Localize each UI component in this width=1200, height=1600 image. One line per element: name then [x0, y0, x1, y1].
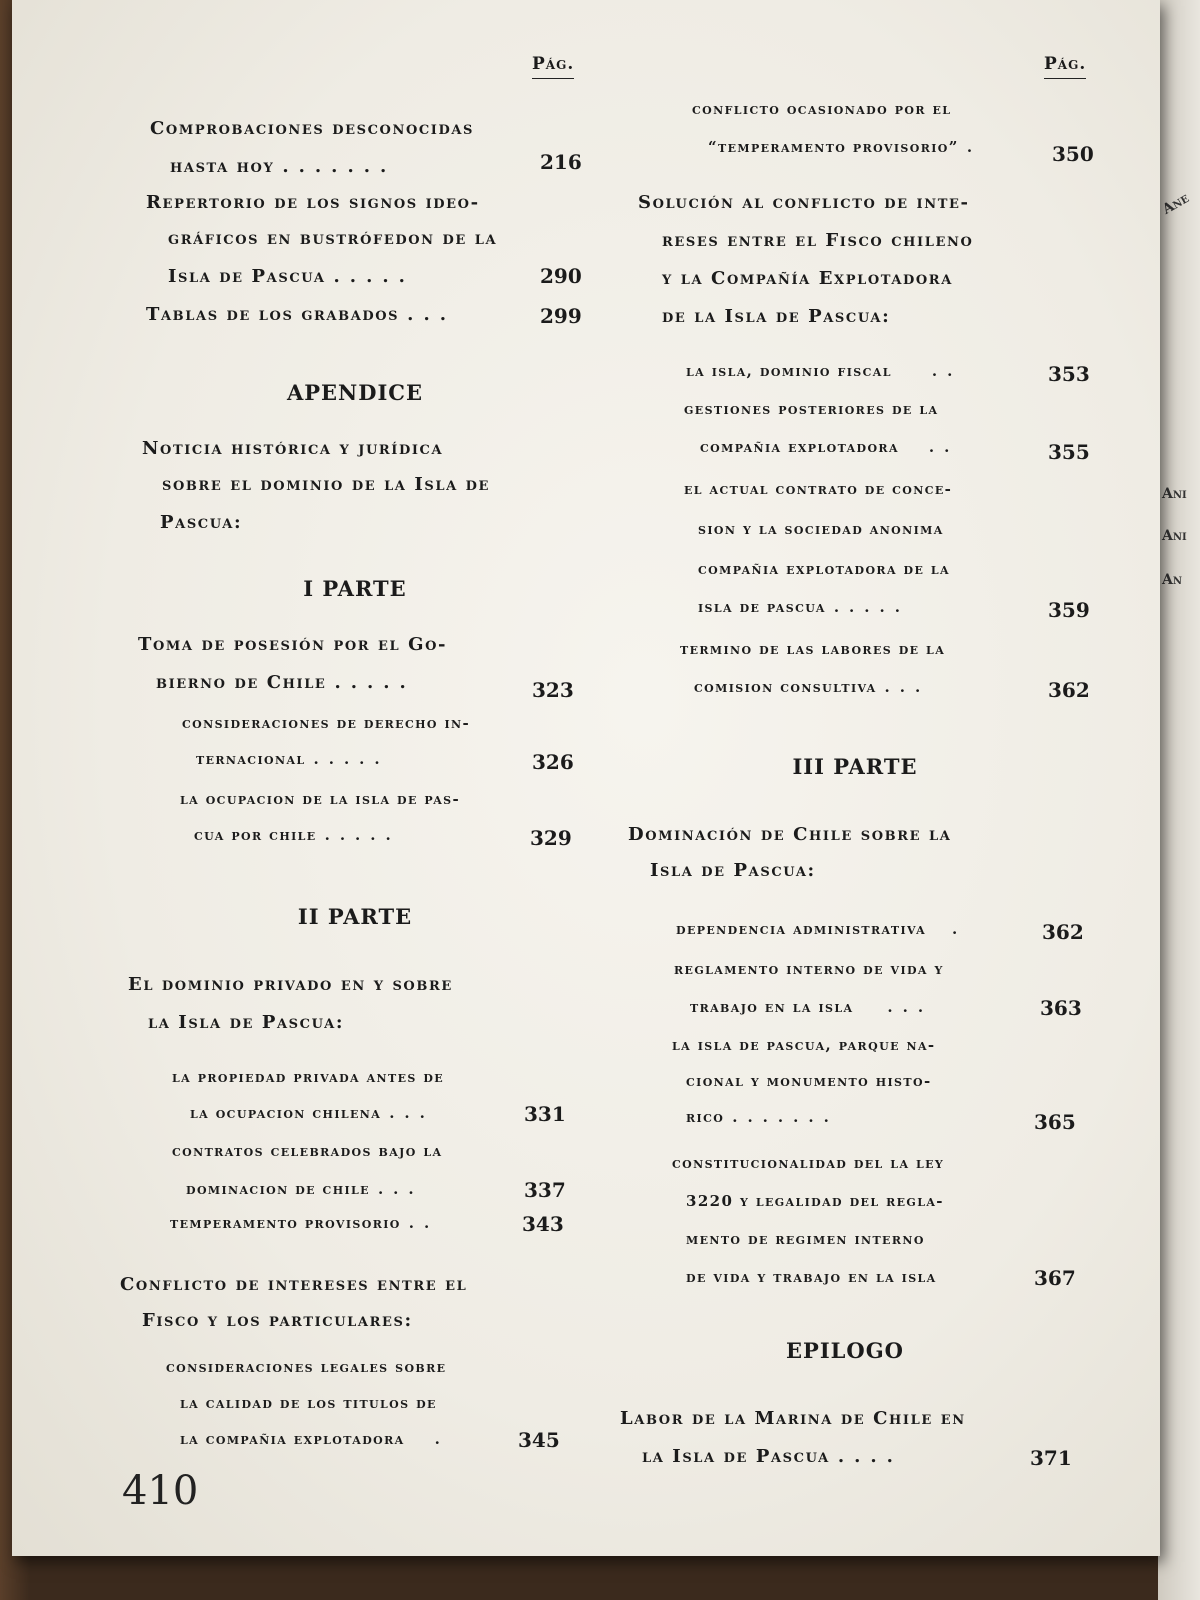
leader-dots: ..... — [333, 266, 415, 287]
entry-text: la isla, dominio fiscal — [686, 362, 892, 380]
section-heading-apendice: APENDICE — [286, 380, 424, 405]
leader-dots: .. — [928, 438, 960, 456]
entry-title: la ocupacion de la isla de pas- — [180, 790, 461, 808]
page-ref: 299 — [540, 304, 582, 328]
entry-title: la propiedad privada antes de — [172, 1068, 445, 1086]
page-ref: 363 — [1040, 996, 1082, 1020]
leader-dots: .... — [837, 1446, 903, 1467]
entry-text: trabajo en la isla — [690, 998, 854, 1016]
page-ref: 362 — [1048, 678, 1090, 702]
entry-title: Fisco y los particulares: — [142, 1310, 413, 1331]
next-page-fragment: An — [1162, 572, 1183, 588]
section-heading-parte-1: I PARTE — [303, 576, 407, 601]
entry-title: constitucionalidad del la ley — [672, 1154, 945, 1172]
next-page-fragment: Ane — [1159, 190, 1192, 218]
entry-title: Solución al conflicto de inte- — [638, 192, 970, 213]
entry-title: 3220 y legalidad del regla- — [686, 1192, 944, 1210]
entry-title: Isla de Pascua: — [650, 860, 816, 881]
leader-dots: ....... — [732, 1108, 839, 1126]
entry-title: contratos celebrados bajo la — [172, 1142, 443, 1160]
entry-title: consideraciones legales sobre — [166, 1358, 447, 1376]
entry-title — [180, 1432, 450, 1447]
entry-title: y la Compañía Explotadora — [662, 268, 953, 289]
entry-text: Tablas de los grabados — [146, 304, 400, 325]
entry-title: reses entre el Fisco chileno — [662, 230, 974, 251]
leader-dots: ... — [887, 998, 934, 1016]
leader-dots: ..... — [324, 826, 401, 844]
entry-title: Labor de la Marina de Chile en — [620, 1408, 966, 1429]
entry-text: rico — [686, 1108, 725, 1126]
entry-text: la Isla de Pascua — [642, 1446, 830, 1467]
entry-text: ternacional — [196, 750, 306, 768]
entry-title: termino de las labores de la — [680, 640, 946, 658]
entry-title: gestiones posteriores de la — [684, 400, 939, 418]
page-ref: 345 — [518, 1428, 560, 1452]
leader-dots: . — [434, 1430, 450, 1448]
entry-title — [698, 600, 910, 615]
book-page — [12, 0, 1160, 1556]
entry-text: la ocupacion chilena — [190, 1104, 382, 1122]
pag-column-label: Pág. — [1044, 54, 1086, 79]
page-ref: 365 — [1034, 1110, 1076, 1134]
leader-dots: ..... — [334, 672, 416, 693]
page-ref: 290 — [540, 264, 582, 288]
entry-title — [190, 1106, 435, 1121]
leader-dots: .. — [931, 362, 963, 380]
entry-title — [686, 364, 962, 379]
entry-text: isla de pascua — [698, 598, 826, 616]
entry-title: Dominación de Chile sobre la — [628, 824, 952, 845]
leader-dots: ..... — [313, 750, 390, 768]
entry-title — [168, 268, 415, 286]
page-ref: 337 — [524, 1178, 566, 1202]
entry-title: Pascua: — [160, 512, 243, 533]
entry-title: sobre el dominio de la Isla de — [162, 474, 491, 495]
next-page-fragment: Ani — [1162, 528, 1187, 544]
entry-title — [170, 1216, 439, 1231]
section-heading-parte-2: II PARTE — [297, 904, 413, 929]
entry-text: dependencia administrativa — [676, 920, 927, 938]
entry-title: gráficos en bustrófedon de la — [168, 228, 498, 249]
page-ref: 353 — [1048, 362, 1090, 386]
page-ref: 367 — [1034, 1266, 1076, 1290]
entry-title: Noticia histórica y jurídica — [142, 438, 444, 459]
entry-text: “temperamento provisorio” — [708, 138, 959, 156]
entry-title: Conflicto de intereses entre el — [120, 1274, 468, 1295]
entry-title — [196, 752, 390, 767]
entry-title — [156, 674, 416, 692]
entry-text: hasta hoy — [170, 156, 275, 177]
pag-column-label: Pág. — [532, 54, 574, 79]
leader-dots: . — [952, 920, 968, 938]
entry-title — [642, 1448, 903, 1466]
leader-dots: . — [966, 138, 983, 156]
entry-title: cional y monumento histo- — [686, 1072, 932, 1090]
leader-dots: ... — [884, 678, 931, 696]
entry-title: Toma de posesión por el Go- — [138, 634, 448, 655]
leader-dots: ... — [377, 1180, 424, 1198]
page-number: 410 — [122, 1468, 199, 1514]
entry-title: consideraciones de derecho in- — [182, 714, 471, 732]
entry-title: reglamento interno de vida y — [674, 960, 944, 978]
leader-dots: ... — [407, 304, 456, 325]
page-ref: 343 — [522, 1212, 564, 1236]
entry-title: la calidad de los titulos de — [180, 1394, 437, 1412]
entry-title: Repertorio de los signos ideo- — [146, 192, 480, 213]
page-ref: 323 — [532, 678, 574, 702]
leader-dots: ..... — [833, 598, 910, 616]
page-ref: 355 — [1048, 440, 1090, 464]
leader-dots: ... — [389, 1104, 435, 1122]
entry-title: sion y la sociedad anonima — [698, 520, 944, 538]
leader-dots: .. — [408, 1214, 440, 1232]
entry-title — [146, 306, 456, 324]
page-ref: 216 — [540, 150, 582, 174]
entry-title — [186, 1182, 424, 1197]
page-ref: 362 — [1042, 920, 1084, 944]
entry-text: cua por chile — [194, 826, 317, 844]
entry-title — [708, 140, 982, 155]
next-page-fragment: Ani — [1162, 486, 1187, 502]
next-page-edge — [1158, 0, 1200, 1600]
entry-title: conflicto ocasionado por el — [692, 100, 952, 118]
section-heading-parte-3: III PARTE — [792, 754, 918, 779]
entry-title: Comprobaciones desconocidas — [150, 118, 475, 139]
entry-title: compañia explotadora de la — [698, 560, 950, 578]
entry-title: mento de regimen interno — [686, 1230, 925, 1248]
page-ref: 371 — [1030, 1446, 1072, 1470]
entry-title: la Isla de Pascua: — [148, 1012, 345, 1033]
entry-text: Isla de Pascua — [168, 266, 326, 287]
entry-text: compañia explotadora — [700, 438, 899, 456]
entry-text: bierno de Chile — [156, 672, 327, 693]
entry-title — [686, 1110, 839, 1125]
entry-text: la compañia explotadora — [180, 1430, 405, 1448]
entry-title: de la Isla de Pascua: — [662, 306, 891, 327]
page-ref: 331 — [524, 1102, 566, 1126]
entry-title: el actual contrato de conce- — [684, 480, 953, 498]
page-ref: 359 — [1048, 598, 1090, 622]
entry-text: dominacion de chile — [186, 1180, 370, 1198]
page-ref: 350 — [1052, 142, 1094, 166]
entry-title — [694, 680, 930, 695]
entry-title: la isla de pascua, parque na- — [672, 1036, 936, 1054]
entry-title — [170, 158, 396, 176]
entry-text: temperamento provisorio — [170, 1214, 401, 1232]
entry-title: de vida y trabajo en la isla — [686, 1268, 937, 1286]
entry-title — [194, 828, 401, 843]
leader-dots: ....... — [282, 156, 397, 177]
section-heading-epilogo: EPILOGO — [786, 1338, 904, 1363]
entry-title: El dominio privado en y sobre — [128, 974, 453, 995]
entry-text: comision consultiva — [694, 678, 877, 696]
entry-title — [700, 440, 959, 455]
entry-title — [676, 922, 967, 937]
page-ref: 329 — [530, 826, 572, 850]
page-ref: 326 — [532, 750, 574, 774]
entry-title — [690, 1000, 933, 1015]
